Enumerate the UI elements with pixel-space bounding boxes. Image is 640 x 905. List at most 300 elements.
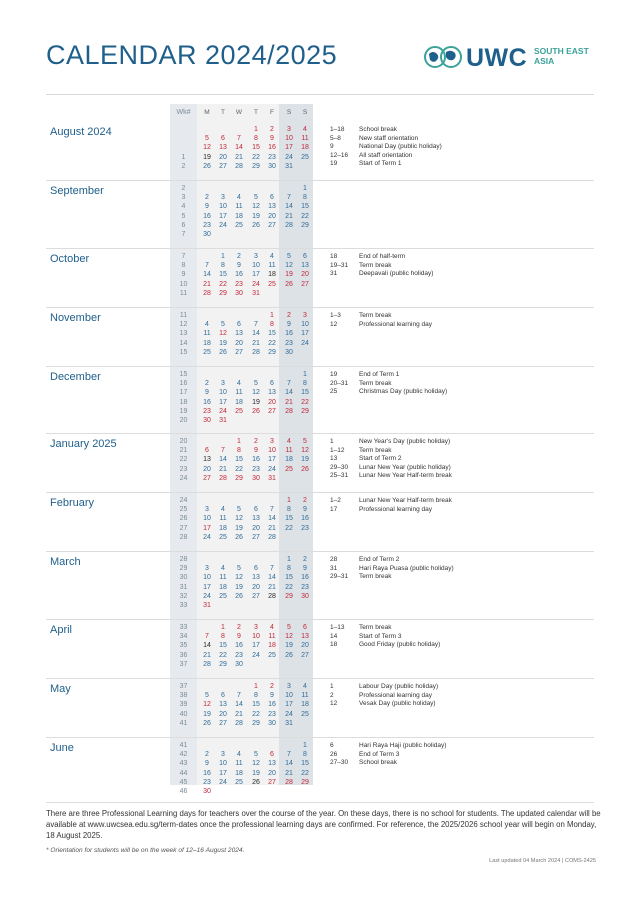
logo-subtitle: SOUTH EAST ASIA: [534, 46, 589, 66]
day-cell: 2: [270, 683, 274, 690]
page-title: CALENDAR 2024/2025: [46, 40, 338, 70]
header-divider: [46, 94, 594, 95]
day-cell: 6: [221, 692, 225, 700]
day-cell: 20: [219, 153, 227, 161]
day-cell: 27: [301, 280, 309, 288]
day-cell: 28: [219, 474, 227, 482]
day-cell: 9: [237, 633, 241, 641]
day-cell: 5: [205, 135, 209, 143]
day-cell: 20: [219, 710, 227, 718]
footer-paragraph: There are three Professional Learning days for teachers over the course of the year. On these days, there is no school for students. The updated calendar will be available at www.uwcsea.edu.sg/term-dates once the professional learning days are confirmed. For reference, the 2025/2026 school year will begin on Monday, 18 August 2025.: [46, 809, 601, 841]
event-date: 1–3: [330, 312, 341, 319]
month-divider: [46, 802, 594, 803]
day-cell: 5: [287, 624, 291, 631]
day-cell: 8: [287, 565, 291, 573]
week-number: 39: [179, 701, 188, 709]
event-date: 1: [330, 683, 334, 690]
week-number: 7: [181, 231, 186, 238]
day-cell: 4: [270, 253, 274, 260]
day-cell: 11: [235, 389, 243, 397]
day-cell: 12: [203, 144, 211, 152]
day-cell: 25: [235, 407, 243, 415]
day-cell: 27: [268, 778, 276, 786]
event-description: Term break: [359, 573, 392, 581]
week-number: 42: [179, 751, 188, 759]
day-cell: 9: [303, 565, 307, 573]
event-description: End of Term 3: [359, 750, 400, 758]
day-cell: 13: [252, 574, 260, 582]
day-cell: 6: [303, 624, 307, 631]
day-cell: 11: [268, 262, 276, 270]
day-cell: 1: [287, 497, 291, 504]
day-cell: 4: [303, 683, 307, 690]
day-cell: 1: [303, 742, 307, 749]
day-cell: 12: [252, 389, 260, 397]
day-cell: 16: [268, 701, 276, 709]
day-cell: 2: [254, 438, 258, 445]
day-cell: 30: [268, 162, 276, 170]
day-cell: 9: [205, 389, 209, 397]
day-cell: 3: [303, 312, 307, 319]
day-cell: 12: [285, 262, 293, 270]
day-cell: 20: [268, 212, 276, 220]
day-cell: 21: [235, 153, 243, 161]
day-cell: 14: [268, 515, 276, 523]
day-cell: 10: [219, 760, 227, 768]
day-cell: 11: [235, 203, 243, 211]
week-number: 9: [181, 271, 186, 279]
event-date: 31: [330, 270, 338, 278]
day-cell: 8: [254, 135, 258, 143]
day-cell: 26: [252, 221, 260, 229]
month-divider: [46, 307, 594, 308]
day-cell: 6: [237, 321, 241, 329]
day-cell: 10: [219, 203, 227, 211]
day-cell: 26: [252, 778, 260, 786]
day-cell: 12: [301, 447, 309, 455]
event-date: 25–31: [330, 472, 349, 480]
day-cell: 10: [203, 574, 211, 582]
month-name: April: [50, 624, 73, 636]
week-number: 5: [181, 212, 186, 220]
day-cell: 22: [301, 769, 309, 777]
day-cell: 13: [252, 515, 260, 523]
day-cell: 18: [203, 339, 211, 347]
day-cell: 20: [301, 271, 309, 279]
day-cell: 30: [203, 417, 211, 424]
week-number: 45: [179, 778, 188, 786]
day-cell: 11: [268, 633, 276, 641]
day-cell: 7: [287, 380, 291, 388]
day-cell: 13: [268, 203, 276, 211]
day-cell: 4: [221, 506, 225, 514]
day-cell: 30: [285, 348, 293, 356]
event-date: 1–12: [330, 446, 345, 454]
week-number: 21: [179, 447, 188, 455]
day-cell: 29: [219, 289, 227, 297]
day-cell: 16: [268, 144, 276, 152]
day-cell: 21: [268, 583, 276, 591]
day-cell: 17: [219, 212, 227, 220]
day-cell: 26: [285, 280, 293, 288]
day-cell: 31: [219, 417, 227, 424]
day-cell: 15: [285, 515, 293, 523]
uwc-logo: [424, 44, 604, 74]
event-date: 6: [330, 742, 334, 749]
day-cell: 28: [285, 221, 293, 229]
day-cell: 27: [268, 221, 276, 229]
day-cell: 28: [235, 162, 243, 170]
day-cell: 24: [203, 533, 211, 541]
day-cell: 9: [237, 262, 241, 270]
day-cell: 18: [268, 642, 276, 650]
day-cell: 31: [285, 719, 293, 727]
event-description: Lunar New Year (public holiday): [359, 463, 451, 471]
day-cell: 22: [252, 710, 260, 718]
event-date: 1–2: [330, 497, 341, 504]
column-header-day: T: [221, 109, 225, 116]
day-cell: 10: [268, 447, 276, 455]
week-number: 27: [179, 524, 188, 532]
event-description: New Year's Day (public holiday): [359, 438, 451, 445]
day-cell: 5: [287, 253, 291, 260]
day-cell: 11: [301, 135, 309, 143]
day-cell: 16: [252, 456, 260, 464]
event-description: Term break: [359, 446, 392, 454]
day-cell: 21: [219, 465, 227, 473]
month-divider: [46, 248, 594, 249]
day-cell: 28: [235, 719, 243, 727]
event-date: 1: [330, 438, 334, 445]
day-cell: 8: [303, 380, 307, 388]
week-number: 44: [179, 769, 188, 777]
day-cell: 24: [219, 221, 227, 229]
week-number: 17: [179, 389, 188, 397]
day-cell: 27: [268, 407, 276, 415]
day-cell: 5: [254, 751, 258, 759]
day-cell: 12: [219, 330, 227, 338]
day-cell: 30: [203, 231, 211, 238]
day-cell: 13: [235, 330, 243, 338]
event-description: Term break: [359, 312, 392, 319]
day-cell: 10: [252, 262, 260, 270]
week-number: 19: [179, 407, 188, 415]
day-cell: 2: [287, 312, 291, 319]
day-cell: 3: [221, 380, 225, 388]
day-cell: 16: [203, 398, 211, 406]
day-cell: 24: [203, 592, 211, 600]
day-cell: 13: [301, 633, 309, 641]
day-cell: 7: [254, 321, 258, 329]
day-cell: 16: [301, 574, 309, 582]
event-description: End of half-term: [359, 253, 406, 260]
column-header-day: S: [286, 109, 292, 116]
day-cell: 11: [203, 330, 211, 338]
week-number: 24: [179, 474, 188, 482]
day-cell: 19: [219, 339, 227, 347]
event-description: Good Friday (public holiday): [359, 641, 441, 649]
event-description: Professional learning day: [359, 691, 432, 699]
day-cell: 30: [203, 788, 211, 795]
week-number: 3: [181, 194, 186, 202]
day-cell: 17: [203, 524, 211, 532]
event-description: End of Term 2: [359, 556, 400, 563]
week-number: 32: [179, 592, 188, 600]
day-cell: 11: [285, 447, 293, 455]
day-cell: 3: [205, 565, 209, 573]
event-date: 9: [330, 143, 334, 151]
month-name: September: [50, 185, 104, 197]
day-cell: 2: [205, 194, 209, 202]
day-cell: 12: [235, 574, 243, 582]
day-cell: 19: [285, 271, 293, 279]
week-number: 4: [181, 203, 186, 211]
week-number: 37: [179, 683, 188, 690]
day-cell: 17: [252, 642, 260, 650]
day-cell: 21: [203, 651, 211, 659]
day-cell: 24: [285, 153, 293, 161]
day-cell: 2: [237, 253, 241, 260]
week-number: 34: [179, 633, 188, 641]
day-cell: 29: [268, 348, 276, 356]
event-description: Hari Raya Puasa (public holiday): [359, 564, 454, 572]
day-cell: 6: [303, 253, 307, 260]
day-cell: 6: [270, 380, 274, 388]
column-header-day: W: [235, 109, 243, 116]
day-cell: 17: [285, 144, 293, 152]
logo-wordmark: UWC: [466, 44, 528, 72]
day-cell: 30: [301, 592, 309, 600]
event-date: 17: [330, 505, 338, 513]
day-cell: 20: [252, 524, 260, 532]
day-cell: 10: [285, 135, 293, 143]
day-cell: 13: [219, 701, 227, 709]
day-cell: 20: [268, 398, 276, 406]
day-cell: 23: [301, 583, 309, 591]
globe-logo-icon: [424, 44, 462, 70]
day-cell: 12: [235, 515, 243, 523]
day-cell: 6: [270, 751, 274, 759]
column-header-day: S: [302, 109, 308, 116]
day-cell: 4: [237, 194, 241, 202]
day-cell: 23: [252, 465, 260, 473]
day-cell: 1: [237, 438, 241, 445]
day-cell: 8: [270, 321, 274, 329]
day-cell: 3: [287, 683, 291, 690]
day-cell: 26: [235, 533, 243, 541]
event-description: Start of Term 3: [359, 632, 402, 640]
day-cell: 20: [301, 642, 309, 650]
month-name: October: [50, 253, 90, 265]
day-cell: 8: [221, 633, 225, 641]
day-cell: 16: [203, 212, 211, 220]
month-divider: [46, 366, 594, 367]
day-cell: 25: [301, 710, 309, 718]
day-cell: 18: [235, 398, 243, 406]
day-cell: 9: [205, 760, 209, 768]
week-number: 30: [179, 574, 188, 582]
day-cell: 2: [270, 126, 274, 133]
column-header-week: Wk#: [176, 109, 191, 116]
event-description: National Day (public holiday): [359, 143, 442, 151]
event-date: 18: [330, 253, 338, 260]
day-cell: 29: [301, 778, 309, 786]
day-cell: 31: [203, 602, 211, 609]
event-date: 14: [330, 632, 338, 640]
day-cell: 14: [235, 701, 243, 709]
day-cell: 19: [203, 710, 211, 718]
event-description: Hari Raya Haji (public holiday): [359, 742, 447, 749]
week-number: 20: [179, 417, 188, 424]
month-name: February: [50, 497, 95, 509]
day-cell: 1: [254, 683, 258, 690]
day-cell: 5: [254, 194, 258, 202]
day-cell: 27: [219, 162, 227, 170]
event-date: 19–31: [330, 261, 349, 269]
event-date: 1–13: [330, 624, 345, 631]
day-cell: 6: [254, 565, 258, 573]
day-cell: 15: [301, 389, 309, 397]
event-date: 13: [330, 455, 338, 463]
event-description: Lunar New Year Half-term break: [359, 497, 452, 504]
day-cell: 16: [203, 769, 211, 777]
day-cell: 2: [237, 624, 241, 631]
day-cell: 3: [287, 126, 291, 133]
last-updated-text: Last updated 04 March 2024 | COMS-2425: [489, 858, 596, 864]
day-cell: 28: [268, 592, 276, 600]
week-number: 1: [181, 153, 186, 161]
day-cell: 29: [301, 221, 309, 229]
week-number: 14: [179, 339, 188, 347]
month-divider: [46, 619, 594, 620]
day-cell: 26: [301, 465, 309, 473]
day-cell: 25: [219, 592, 227, 600]
day-cell: 12: [252, 760, 260, 768]
column-header-day: T: [254, 109, 258, 116]
event-description: End of Term 1: [359, 371, 400, 378]
week-number: 38: [179, 692, 188, 700]
week-number: 2: [181, 185, 186, 192]
week-number: 13: [179, 330, 188, 338]
event-date: 27–30: [330, 759, 349, 767]
event-description: Start of Term 1: [359, 160, 402, 168]
week-number: 15: [179, 348, 188, 356]
day-cell: 28: [285, 407, 293, 415]
day-cell: 14: [285, 760, 293, 768]
week-number: 40: [179, 710, 188, 718]
week-number: 29: [179, 565, 188, 573]
week-number: 23: [179, 465, 188, 473]
week-number: 31: [179, 583, 188, 591]
day-cell: 28: [268, 533, 276, 541]
day-cell: 27: [235, 348, 243, 356]
day-cell: 3: [221, 751, 225, 759]
week-number: 10: [179, 280, 188, 288]
week-number: 35: [179, 642, 188, 650]
day-cell: 25: [268, 651, 276, 659]
day-cell: 22: [285, 583, 293, 591]
week-number: 15: [179, 371, 188, 378]
day-cell: 12: [203, 701, 211, 709]
day-cell: 13: [203, 456, 211, 464]
event-description: Professional learning day: [359, 320, 432, 328]
day-cell: 19: [252, 769, 260, 777]
day-cell: 14: [268, 574, 276, 582]
day-cell: 7: [237, 135, 241, 143]
day-cell: 26: [219, 348, 227, 356]
event-date: 19: [330, 160, 338, 168]
event-date: 25: [330, 388, 338, 396]
event-date: 31: [330, 564, 338, 572]
day-cell: 20: [268, 769, 276, 777]
month-divider: [46, 180, 594, 181]
column-header-day: F: [270, 109, 274, 116]
week-number: 6: [181, 221, 186, 229]
day-cell: 7: [270, 565, 274, 573]
day-cell: 20: [235, 339, 243, 347]
day-cell: 25: [219, 533, 227, 541]
day-cell: 24: [252, 280, 260, 288]
day-cell: 4: [303, 126, 307, 133]
day-cell: 17: [285, 701, 293, 709]
day-cell: 17: [268, 456, 276, 464]
day-cell: 9: [287, 321, 291, 329]
day-cell: 4: [205, 321, 209, 329]
week-number: 36: [179, 651, 188, 659]
day-cell: 23: [203, 407, 211, 415]
event-description: Professional learning day: [359, 505, 432, 513]
day-cell: 8: [237, 447, 241, 455]
day-cell: 25: [235, 778, 243, 786]
day-cell: 29: [219, 660, 227, 668]
day-cell: 18: [268, 271, 276, 279]
month-name: August 2024: [50, 126, 112, 138]
month-name: November: [50, 312, 101, 324]
day-cell: 1: [221, 253, 225, 260]
day-cell: 14: [235, 144, 243, 152]
event-description: New staff orientation: [359, 134, 419, 142]
week-number: 8: [181, 262, 186, 270]
day-cell: 2: [303, 497, 307, 504]
day-cell: 18: [235, 769, 243, 777]
day-cell: 7: [221, 447, 225, 455]
day-cell: 8: [303, 194, 307, 202]
month-name: March: [50, 556, 81, 568]
day-cell: 29: [285, 592, 293, 600]
day-cell: 10: [252, 633, 260, 641]
day-cell: 18: [301, 144, 309, 152]
day-cell: 19: [252, 212, 260, 220]
day-cell: 18: [219, 583, 227, 591]
week-number: 33: [179, 602, 188, 609]
week-number: 24: [179, 497, 188, 504]
day-cell: 13: [301, 262, 309, 270]
week-number: 20: [179, 438, 188, 445]
day-cell: 3: [254, 624, 258, 631]
day-cell: 9: [270, 135, 274, 143]
day-cell: 10: [301, 321, 309, 329]
day-cell: 24: [301, 339, 309, 347]
day-cell: 25: [301, 153, 309, 161]
day-cell: 23: [235, 280, 243, 288]
day-cell: 23: [301, 524, 309, 532]
day-cell: 9: [270, 692, 274, 700]
day-cell: 6: [270, 194, 274, 202]
day-cell: 8: [287, 506, 291, 514]
day-cell: 20: [203, 465, 211, 473]
day-cell: 30: [268, 719, 276, 727]
day-cell: 30: [235, 289, 243, 297]
